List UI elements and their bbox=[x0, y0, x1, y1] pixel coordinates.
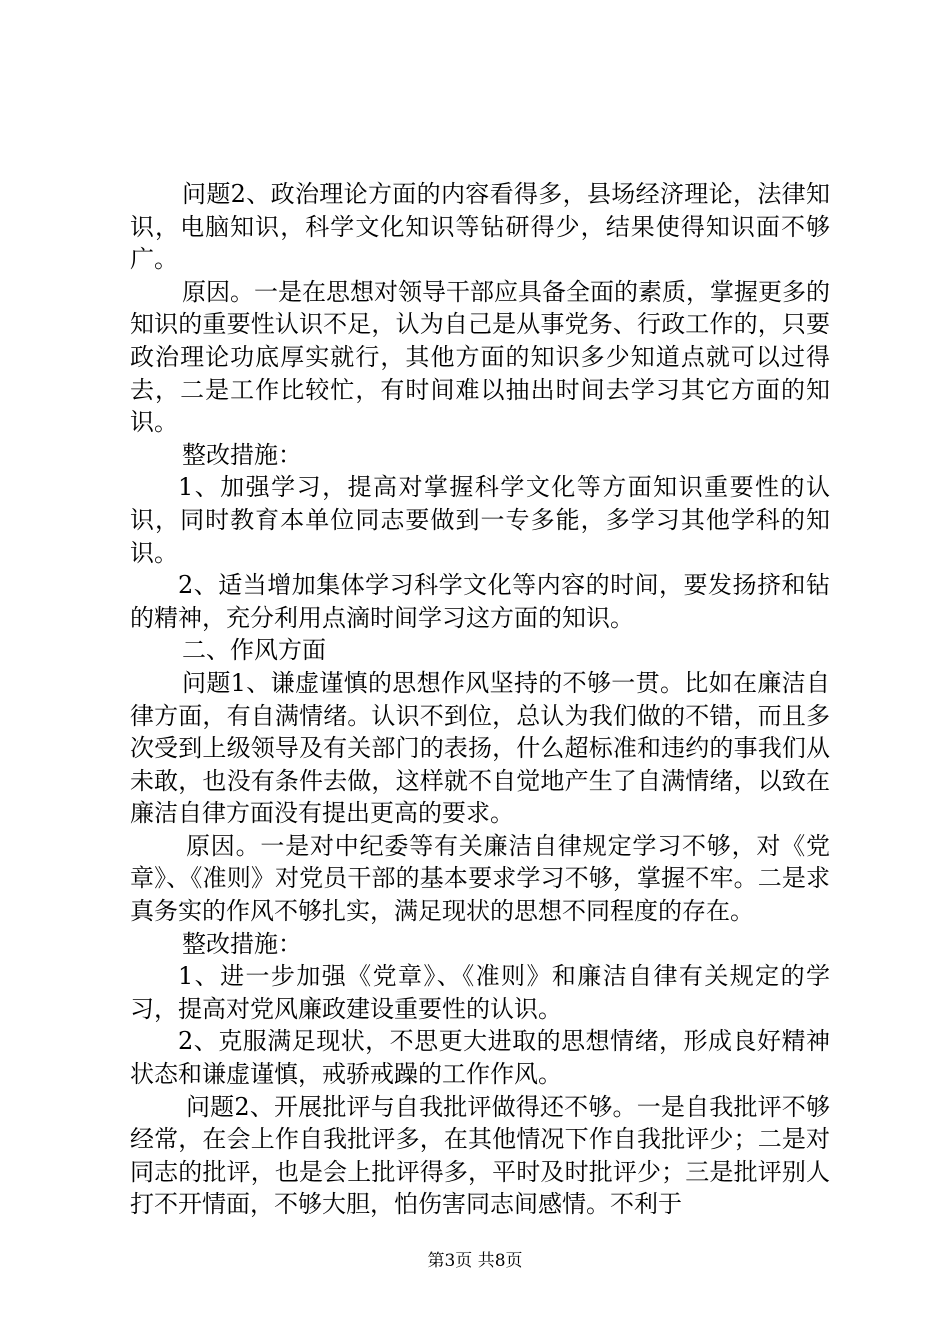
paragraph-measure-2-collective-study: 2、适当增加集体学习科学文化等内容的时间，要发扬挤和钻的精神，充分利用点滴时间学习这方面的知识。 bbox=[130, 571, 830, 632]
document-body bbox=[130, 178, 830, 1221]
paragraph-problem-2-criticism: 问题2、开展批评与自我批评做得还不够。一是自我批评不够经常，在会上作自我批评多，在其他情况下作自我批评少；二是对同志的批评，也是会上批评得多，平时及时批评少；三是批评别人打不开情面，不够大胆，怕伤害同志间感情。不利于 bbox=[130, 1092, 830, 1219]
paragraph-cause-work-style: 原因。一是对中纪委等有关廉洁自律规定学习不够，对《党章》、《准则》对党员干部的基本要求学习不够，掌握不牢。二是求真务实的作风不够扎实，满足现状的思想不同程度的存在。 bbox=[130, 831, 830, 926]
paragraph-problem-2-knowledge: 问题2、政治理论方面的内容看得多，县场经济理论，法律知识，电脑知识，科学文化知识等钻研得少，结果使得知识面不够广。 bbox=[130, 180, 830, 274]
paragraph-measure-1-study: 1、加强学习，提高对掌握科学文化等方面知识重要性的认识，同时教育本单位同志要做到一专多能，多学习其他学科的知识。 bbox=[130, 473, 830, 567]
paragraph-cause-knowledge: 原因。一是在思想对领导干部应具备全面的素质，掌握更多的知识的重要性认识不足，认为自己是从事党务、行政工作的，只要政治理论功底厚实就行，其他方面的知识多少知道点就可以过得去，二是工作比较忙，有时间难以抽出时间去学习其它方面的知识。 bbox=[130, 277, 830, 437]
page-number-footer: 第3页 共8页 bbox=[427, 1251, 523, 1271]
paragraph-measures-heading-2: 整改措施： bbox=[182, 929, 302, 958]
paragraph-measure-2-overcome-complacency: 2、克服满足现状，不思更大进取的思想情绪，形成良好精神状态和谦虚谨慎，戒骄戒躁的工作作风。 bbox=[130, 1027, 830, 1089]
section-heading-work-style: 二、作风方面 bbox=[182, 636, 326, 665]
paragraph-problem-1-work-style: 问题1、谦虚谨慎的思想作风坚持的不够一贯。比如在廉洁自律方面，有自满情绪。认识不到位，总认为我们做的不错，而且多次受到上级领导及有关部门的表扬，什么超标准和违约的事我们从未敢，也没有条件去做，这样就不自觉地产生了自满情绪，以致在廉洁自律方面没有提出更高的要求。 bbox=[130, 668, 830, 828]
paragraph-measures-heading: 整改措施： bbox=[182, 440, 302, 469]
paragraph-measure-1-party-rules: 1、进一步加强《党章》、《准则》和廉洁自律有关规定的学习，提高对党风廉政建设重要性的认识。 bbox=[130, 962, 830, 1023]
